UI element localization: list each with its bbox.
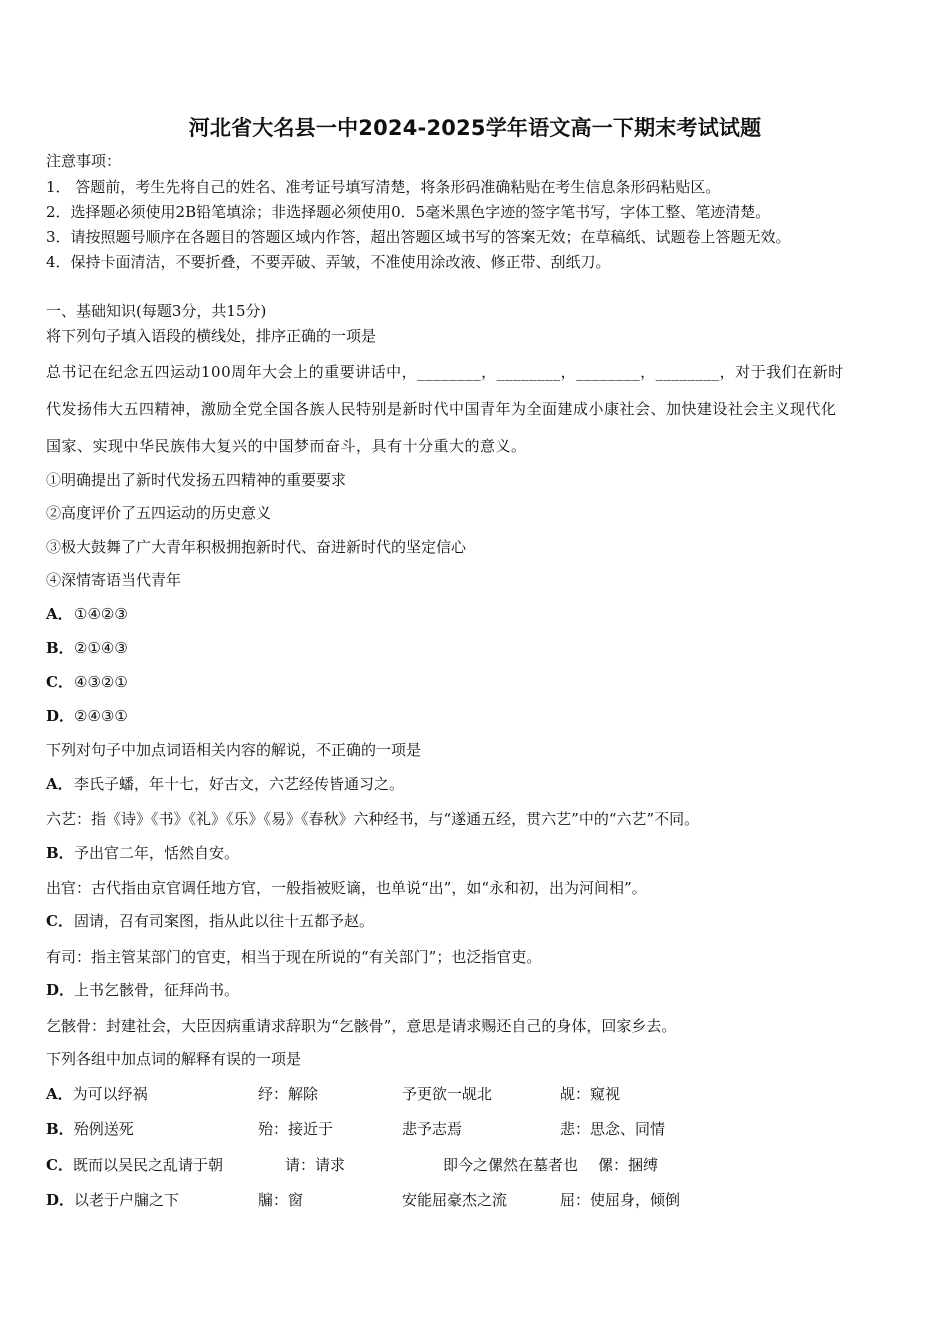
- option-a: [46, 773, 404, 794]
- option-c: [46, 671, 128, 692]
- row-sentence-1: [46, 1154, 223, 1175]
- option-label: C．: [46, 1156, 73, 1174]
- sentence-item: ①明确提出了新时代发扬五四精神的重要要求: [46, 471, 347, 489]
- option-note: 出官：古代指由京官调任地方官，一般指被贬谪，也单说“出”，如“永和初，出为河间相”。: [46, 879, 647, 897]
- option-b: [46, 637, 128, 658]
- sentence-text: 以老于户牖之下: [74, 1191, 180, 1209]
- passage-line: 国家、实现中华民族伟大复兴的中国梦而奋斗，具有十分重大的意义。: [46, 437, 527, 455]
- notice-item: 3．请按照题号顺序在各题目的答题区域内作答，超出答题区域书写的答案无效；在草稿纸、试题卷上答题无效。: [46, 228, 791, 246]
- row-explain-2: 傫：捆缚: [598, 1156, 659, 1174]
- option-d: [46, 705, 128, 726]
- notice-item: 1． 答题前，考生先将自己的姓名、准考证号填写清楚，将条形码准确粘贴在考生信息条形码粘贴区。: [46, 178, 721, 196]
- notice-heading: 注意事项：: [46, 152, 122, 170]
- option-text: 予出官二年，恬然自安。: [74, 844, 240, 862]
- option-label: B．: [46, 844, 74, 862]
- row-explain-1: 请：请求: [285, 1156, 346, 1174]
- option-label: A．: [46, 1085, 73, 1103]
- option-label: C．: [46, 912, 73, 930]
- question-stem: 下列对句子中加点词语相关内容的解说，不正确的一项是: [46, 741, 422, 759]
- option-label: D．: [46, 981, 75, 999]
- option-note: 有司：指主管某部门的官吏，相当于现在所说的“有关部门”；也泛指官吏。: [46, 948, 542, 966]
- row-sentence-2: 予更欲一觇北: [402, 1085, 493, 1103]
- option-note: 六艺：指《诗》《书》《礼》《乐》《易》《春秋》六种经书，与“遂通五经，贯六艺”中的“六艺”不同。: [46, 810, 700, 828]
- option-b: [46, 842, 239, 863]
- sentence-text: 既而以吴民之乱请于朝: [72, 1156, 223, 1174]
- option-text: ①④②③: [74, 605, 128, 623]
- option-text: ②④③①: [74, 707, 128, 725]
- option-label: D．: [46, 707, 75, 725]
- option-label: C．: [46, 673, 73, 691]
- row-explain-1: 殆：接近于: [258, 1120, 334, 1138]
- sentence-text: 为可以纾祸: [72, 1085, 148, 1103]
- row-sentence-1: [46, 1118, 134, 1139]
- option-label: B．: [46, 639, 74, 657]
- sentence-item: ③极大鼓舞了广大青年积极拥抱新时代、奋进新时代的坚定信心: [46, 538, 467, 556]
- row-sentence-1: [46, 1189, 179, 1210]
- row-explain-1: 牖：窗: [258, 1191, 304, 1209]
- option-text: ④③②①: [74, 673, 128, 691]
- option-text: ②①④③: [74, 639, 128, 657]
- row-sentence-1: [46, 1083, 148, 1104]
- option-text: 上书乞骸骨，征拜尚书。: [74, 981, 240, 999]
- section-heading: 一、基础知识(每题3分，共15分): [46, 302, 267, 320]
- sentence-item: ②高度评价了五四运动的历史意义: [46, 504, 272, 522]
- passage-line: 总书记在纪念五四运动100周年大会上的重要讲话中，________，________，________，________，对于我们在新时: [46, 363, 844, 381]
- option-label: B．: [46, 1120, 74, 1138]
- row-explain-2: 悲：思念、同情: [560, 1120, 666, 1138]
- option-text: 李氏子蟠，年十七，好古文，六艺经传皆通习之。: [74, 775, 405, 793]
- option-note: 乞骸骨：封建社会，大臣因病重请求辞职为“乞骸骨”，意思是请求赐还自己的身体，回家乡去。: [46, 1017, 677, 1035]
- option-c: [46, 910, 374, 931]
- row-sentence-2: 悲予志焉: [402, 1120, 463, 1138]
- sentence-text: 殆例送死: [73, 1120, 134, 1138]
- notice-item: 4．保持卡面清洁，不要折叠，不要弄破、弄皱，不准使用涂改液、修正带、刮纸刀。: [46, 253, 611, 271]
- option-label: D．: [46, 1191, 75, 1209]
- option-label: A．: [46, 775, 73, 793]
- option-text: 固请，召有司案图，指从此以往十五都予赵。: [74, 912, 375, 930]
- notice-item: 2．选择题必须使用2B铅笔填涂；非选择题必须使用0．5毫米黑色字迹的签字笔书写，字体工整、笔迹清楚。: [46, 203, 771, 221]
- row-sentence-2: 安能屈豪杰之流: [402, 1191, 508, 1209]
- option-a: [46, 603, 128, 624]
- row-sentence-2: 即今之傫然在墓者也: [443, 1156, 579, 1174]
- row-explain-2: 屈：使屈身，倾倒: [560, 1191, 681, 1209]
- row-explain-1: 纾：解除: [258, 1085, 319, 1103]
- page-title: 河北省大名县一中2024-2025学年语文高一下期末考试试题: [188, 116, 762, 140]
- sentence-item: ④深情寄语当代青年: [46, 571, 182, 589]
- question-stem: 下列各组中加点词的解释有误的一项是: [46, 1050, 302, 1068]
- passage-line: 代发扬伟大五四精神，激励全党全国各族人民特别是新时代中国青年为全面建成小康社会、加快建设社会主义现代化: [46, 400, 837, 418]
- option-d: [46, 979, 239, 1000]
- question-stem: 将下列句子填入语段的横线处，排序正确的一项是: [46, 327, 377, 345]
- option-label: A．: [46, 605, 73, 623]
- row-explain-2: 觇：窥视: [560, 1085, 621, 1103]
